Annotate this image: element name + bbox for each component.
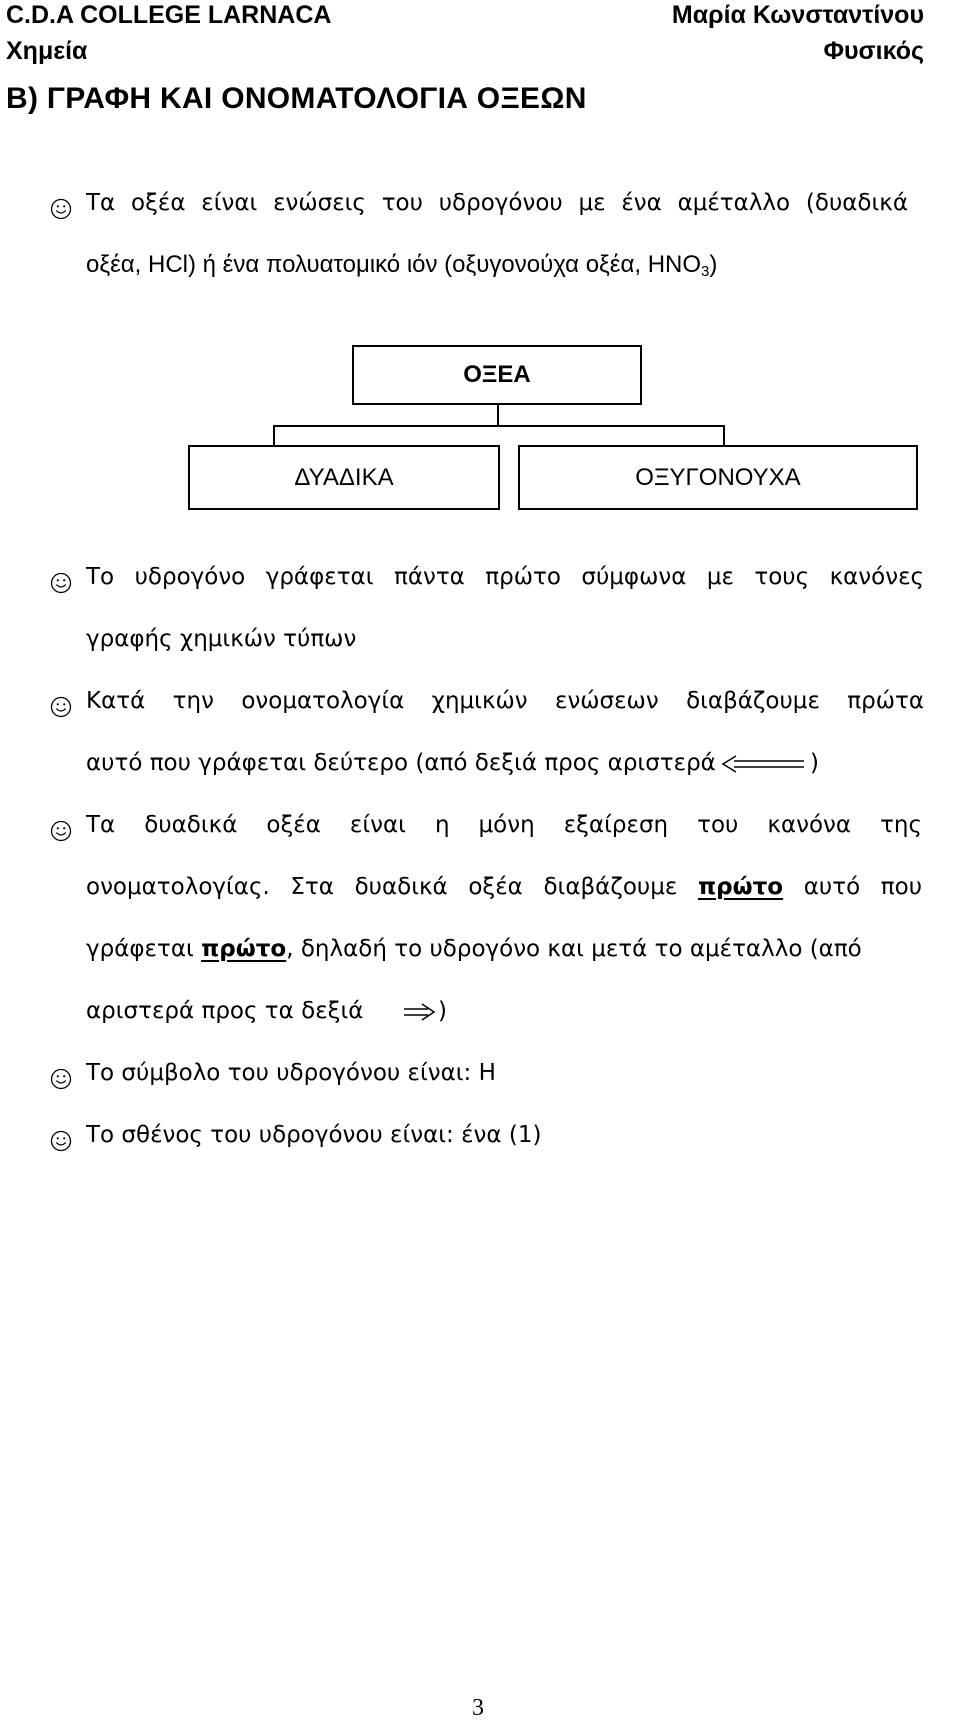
bullet-1-line-1: [0, 188, 960, 228]
bullet-6-line: [0, 1120, 960, 1160]
bullet-3-line-1: [0, 686, 960, 726]
emphasis-first: πρώτο: [697, 874, 784, 900]
bullet-2-text-1: Το υδρογόνο γράφεται πάντα πρώτο σύμφωνα με τους κανόνες: [86, 564, 924, 590]
bullet-4-line-1: [0, 810, 960, 850]
bullet-4-text-3: γράφεται πρώτο, δηλαδή το υδρογόνο και μετά το αμέταλλο (από: [86, 936, 862, 962]
diagram-branch-line: [273, 425, 725, 427]
bullet-4-line-2: [0, 872, 960, 912]
bullet-1-line-2: [0, 250, 960, 290]
diagram-connector: [497, 405, 499, 427]
subject-name: Χημεία: [6, 37, 88, 65]
smiley-icon: [50, 198, 72, 220]
arrow-right-icon: [402, 1002, 436, 1022]
bullet-1-text-1: Τα οξέα είναι ενώσεις του υδρογόνου με ένα αμέταλλο (δυαδικά: [86, 190, 908, 216]
bullet-4-text-4: αριστερά προς τα δεξιά: [86, 998, 364, 1024]
smiley-icon: [50, 572, 72, 594]
bullet-4-text-2: ονοματολογίας. Στα δυαδικά οξέα διαβάζουμε πρώτο αυτό που: [86, 874, 923, 900]
smiley-icon: [50, 1130, 72, 1152]
diagram-right-box: ΟΞΥΓΟΝΟΥΧΑ: [518, 445, 918, 510]
bullet-5-line: [0, 1058, 960, 1098]
bullet-3-text-end: ): [810, 750, 819, 776]
bullet-4-text-end: ): [438, 998, 447, 1024]
bullet-3-line-2: [0, 748, 960, 788]
diagram-right-connector: [723, 425, 725, 445]
bullet-4-line-4: [0, 996, 960, 1036]
diagram-left-connector: [273, 425, 275, 445]
diagram-left-box: ΔΥΑΔΙΚΑ: [188, 445, 500, 510]
bullet-2-line-1: [0, 562, 960, 602]
bullet-4-text-1: Τα δυαδικά οξέα είναι η μόνη εξαίρεση του κανόνα της: [86, 812, 922, 838]
hydrogen-symbol: Η: [478, 1060, 496, 1086]
teacher-name: Μαρία Κωνσταντίνου: [671, 1, 924, 29]
emphasis-first: πρώτο: [201, 936, 287, 962]
smiley-icon: [50, 1068, 72, 1090]
bullet-6-text: Το σθένος του υδρογόνου είναι: ένα (1): [86, 1122, 542, 1148]
bullet-3-text-1: Κατά την ονοματολογία χημικών ενώσεων διαβάζουμε πρώτα: [86, 688, 924, 714]
page-number: 3: [472, 1695, 484, 1721]
bullet-3-text-2: αυτό που γράφεται δεύτερο (από δεξιά προς αριστερά: [86, 750, 716, 776]
diagram-root-box: ΟΞΕΑ: [352, 345, 642, 405]
bullet-5-text: Το σύμβολο του υδρογόνου είναι: Η: [86, 1060, 496, 1086]
bullet-2-text-2: γραφής χημικών τύπων: [86, 626, 357, 652]
school-name: C.D.A COLLEGE LARNACA: [6, 1, 332, 29]
arrow-left-icon: [720, 754, 806, 774]
bullet-4-line-3: [0, 934, 960, 974]
smiley-icon: [50, 696, 72, 718]
bullet-1-text-2: οξέα, HCl) ή ένα πολυατομικό ιόν (οξυγονούχα οξέα, HNO3): [86, 251, 718, 280]
teacher-role: Φυσικός: [823, 37, 924, 65]
bullet-2-line-2: [0, 624, 960, 664]
smiley-icon: [50, 820, 72, 842]
section-title: B) ΓΡΑΦΗ ΚΑΙ ΟΝΟΜΑΤΟΛΟΓΙΑ ΟΞΕΩΝ: [6, 82, 587, 115]
subscript: 3: [701, 263, 710, 280]
